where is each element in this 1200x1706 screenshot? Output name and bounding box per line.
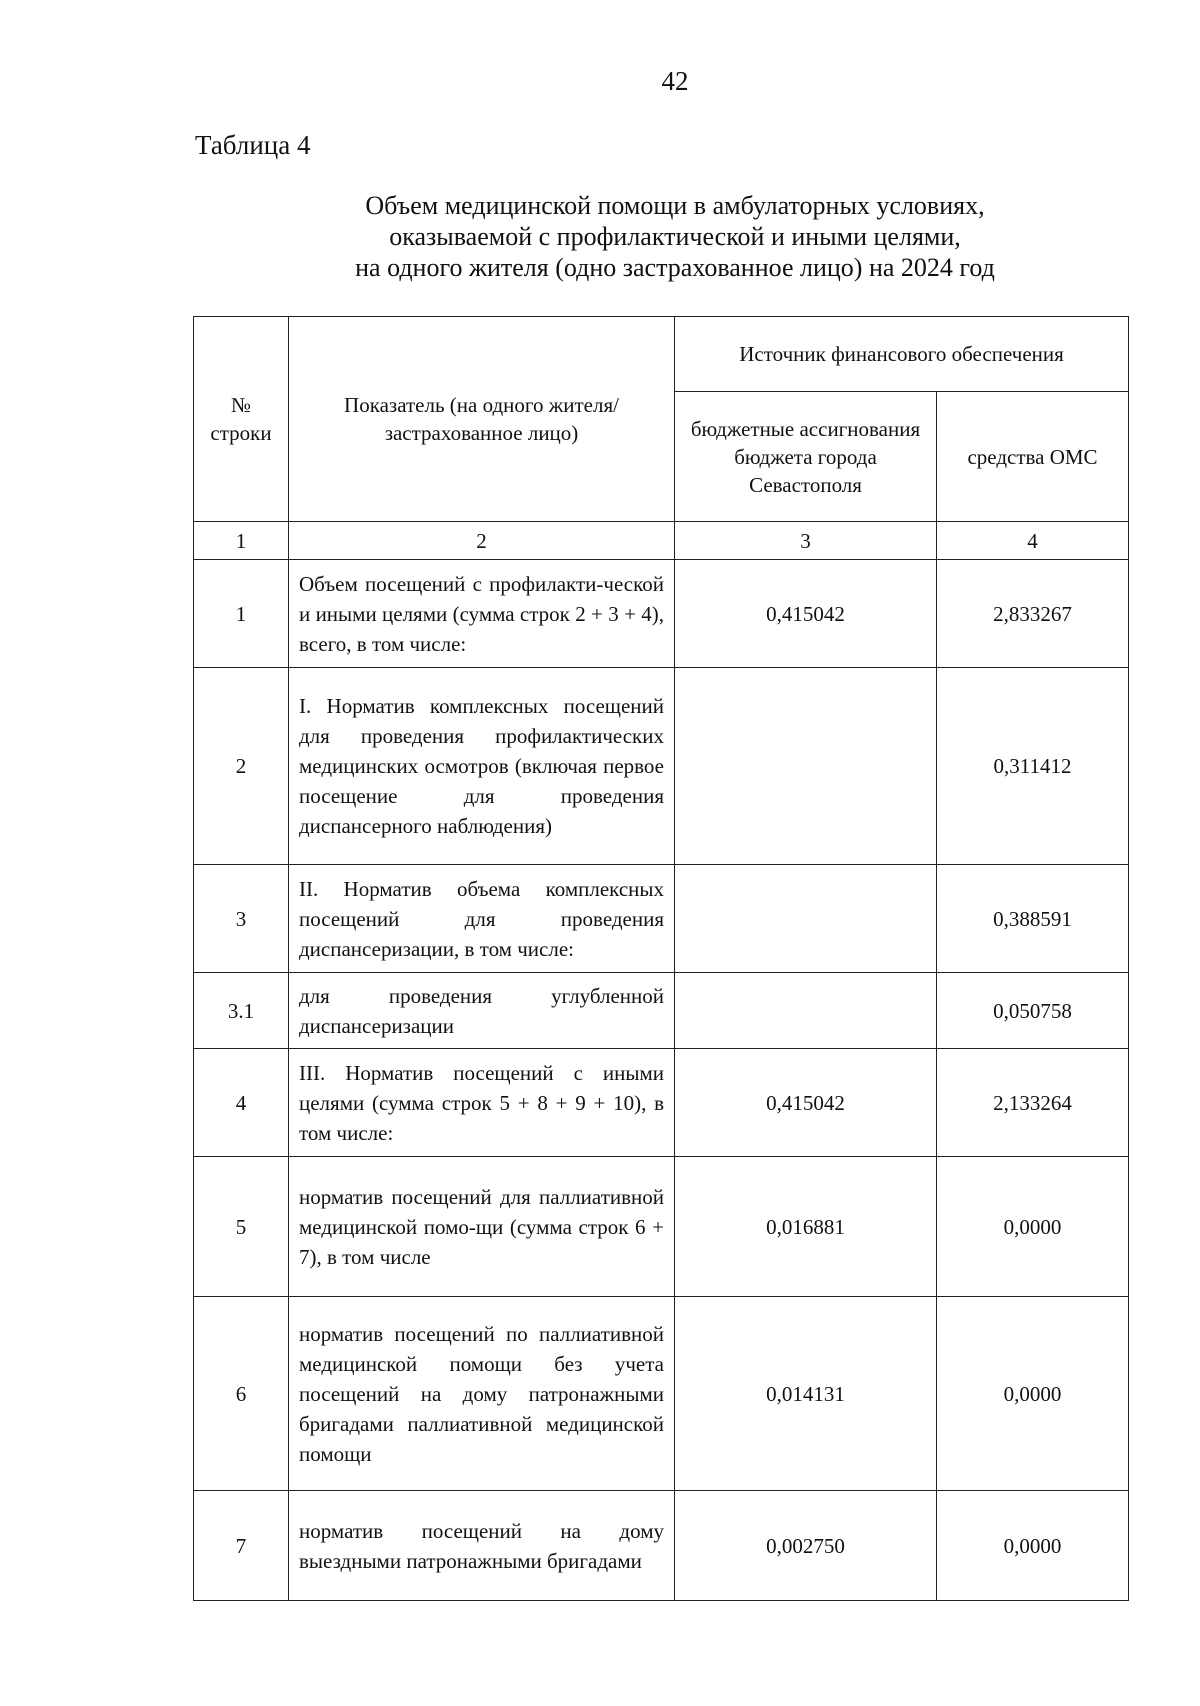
table-row <box>194 560 1129 668</box>
header-oms: средства ОМС <box>937 392 1129 522</box>
header-row-no: № строки <box>194 317 289 522</box>
table-row <box>194 1049 1129 1157</box>
title-line: на одного жителя (одно застрахованное лицо) на 2024 год <box>355 253 995 282</box>
row-number: 4 <box>194 1049 289 1157</box>
table-row <box>194 1157 1129 1297</box>
row-oms-value: 0,388591 <box>937 865 1129 973</box>
table-row <box>194 1297 1129 1491</box>
row-indicator: норматив посещений на дому выездными патронажными бригадами <box>289 1491 675 1601</box>
row-budget-value: 0,415042 <box>675 1049 937 1157</box>
row-number: 2 <box>194 668 289 865</box>
row-budget-value: 0,014131 <box>675 1297 937 1491</box>
row-oms-value: 0,0000 <box>937 1491 1129 1601</box>
header-funding-source: Источник финансового обеспечения <box>675 317 1129 392</box>
column-number: 1 <box>194 522 289 560</box>
row-budget-value <box>675 668 937 865</box>
column-number: 4 <box>937 522 1129 560</box>
row-oms-value: 0,0000 <box>937 1157 1129 1297</box>
row-budget-value: 0,016881 <box>675 1157 937 1297</box>
column-number: 3 <box>675 522 937 560</box>
header-row <box>194 317 1129 392</box>
title-line: Объем медицинской помощи в амбулаторных условиях, <box>365 191 985 220</box>
header-budget: бюджетные ассигнования бюджета города Севастополя <box>675 392 937 522</box>
table-label: Таблица 4 <box>195 130 311 160</box>
volume-table <box>193 316 1129 1601</box>
title-line: оказываемой с профилактической и иными целями, <box>389 222 961 251</box>
row-indicator: Объем посещений с профилакти-ческой и иными целями (сумма строк 2 + 3 + 4), всего, в том числе: <box>289 560 675 668</box>
row-oms-value: 0,311412 <box>937 668 1129 865</box>
row-oms-value: 0,0000 <box>937 1297 1129 1491</box>
row-indicator: норматив посещений по паллиативной медицинской помощи без учета посещений на дому патронажными бригадами паллиативной медицинской помощи <box>289 1297 675 1491</box>
row-budget-value <box>675 973 937 1049</box>
row-number: 5 <box>194 1157 289 1297</box>
table-row <box>194 1491 1129 1601</box>
row-oms-value: 0,050758 <box>937 973 1129 1049</box>
row-budget-value: 0,415042 <box>675 560 937 668</box>
row-indicator: II. Норматив объема комплексных посещений для проведения диспансеризации, в том числе: <box>289 865 675 973</box>
row-oms-value: 2,833267 <box>937 560 1129 668</box>
table-row <box>194 973 1129 1049</box>
table-row <box>194 668 1129 865</box>
table-row <box>194 865 1129 973</box>
page-number: 42 <box>661 66 689 96</box>
row-indicator: норматив посещений для паллиативной медицинской помо-щи (сумма строк 6 + 7), в том числе <box>289 1157 675 1297</box>
row-number: 6 <box>194 1297 289 1491</box>
row-budget-value: 0,002750 <box>675 1491 937 1601</box>
row-number: 1 <box>194 560 289 668</box>
header-indicator: Показатель (на одного жителя/застрахованное лицо) <box>289 317 675 522</box>
column-number: 2 <box>289 522 675 560</box>
row-oms-value: 2,133264 <box>937 1049 1129 1157</box>
row-indicator: I. Норматив комплексных посещений для проведения профилактических медицинских осмотров (включая первое посещение для проведения диспансерного наблюдения) <box>289 668 675 865</box>
document-title <box>290 190 1060 283</box>
row-number: 3.1 <box>194 973 289 1049</box>
row-indicator: III. Норматив посещений с иными целями (сумма строк 5 + 8 + 9 + 10), в том числе: <box>289 1049 675 1157</box>
row-number: 7 <box>194 1491 289 1601</box>
row-budget-value <box>675 865 937 973</box>
row-number: 3 <box>194 865 289 973</box>
column-number-row <box>194 522 1129 560</box>
row-indicator: для проведения углубленной диспансеризации <box>289 973 675 1049</box>
